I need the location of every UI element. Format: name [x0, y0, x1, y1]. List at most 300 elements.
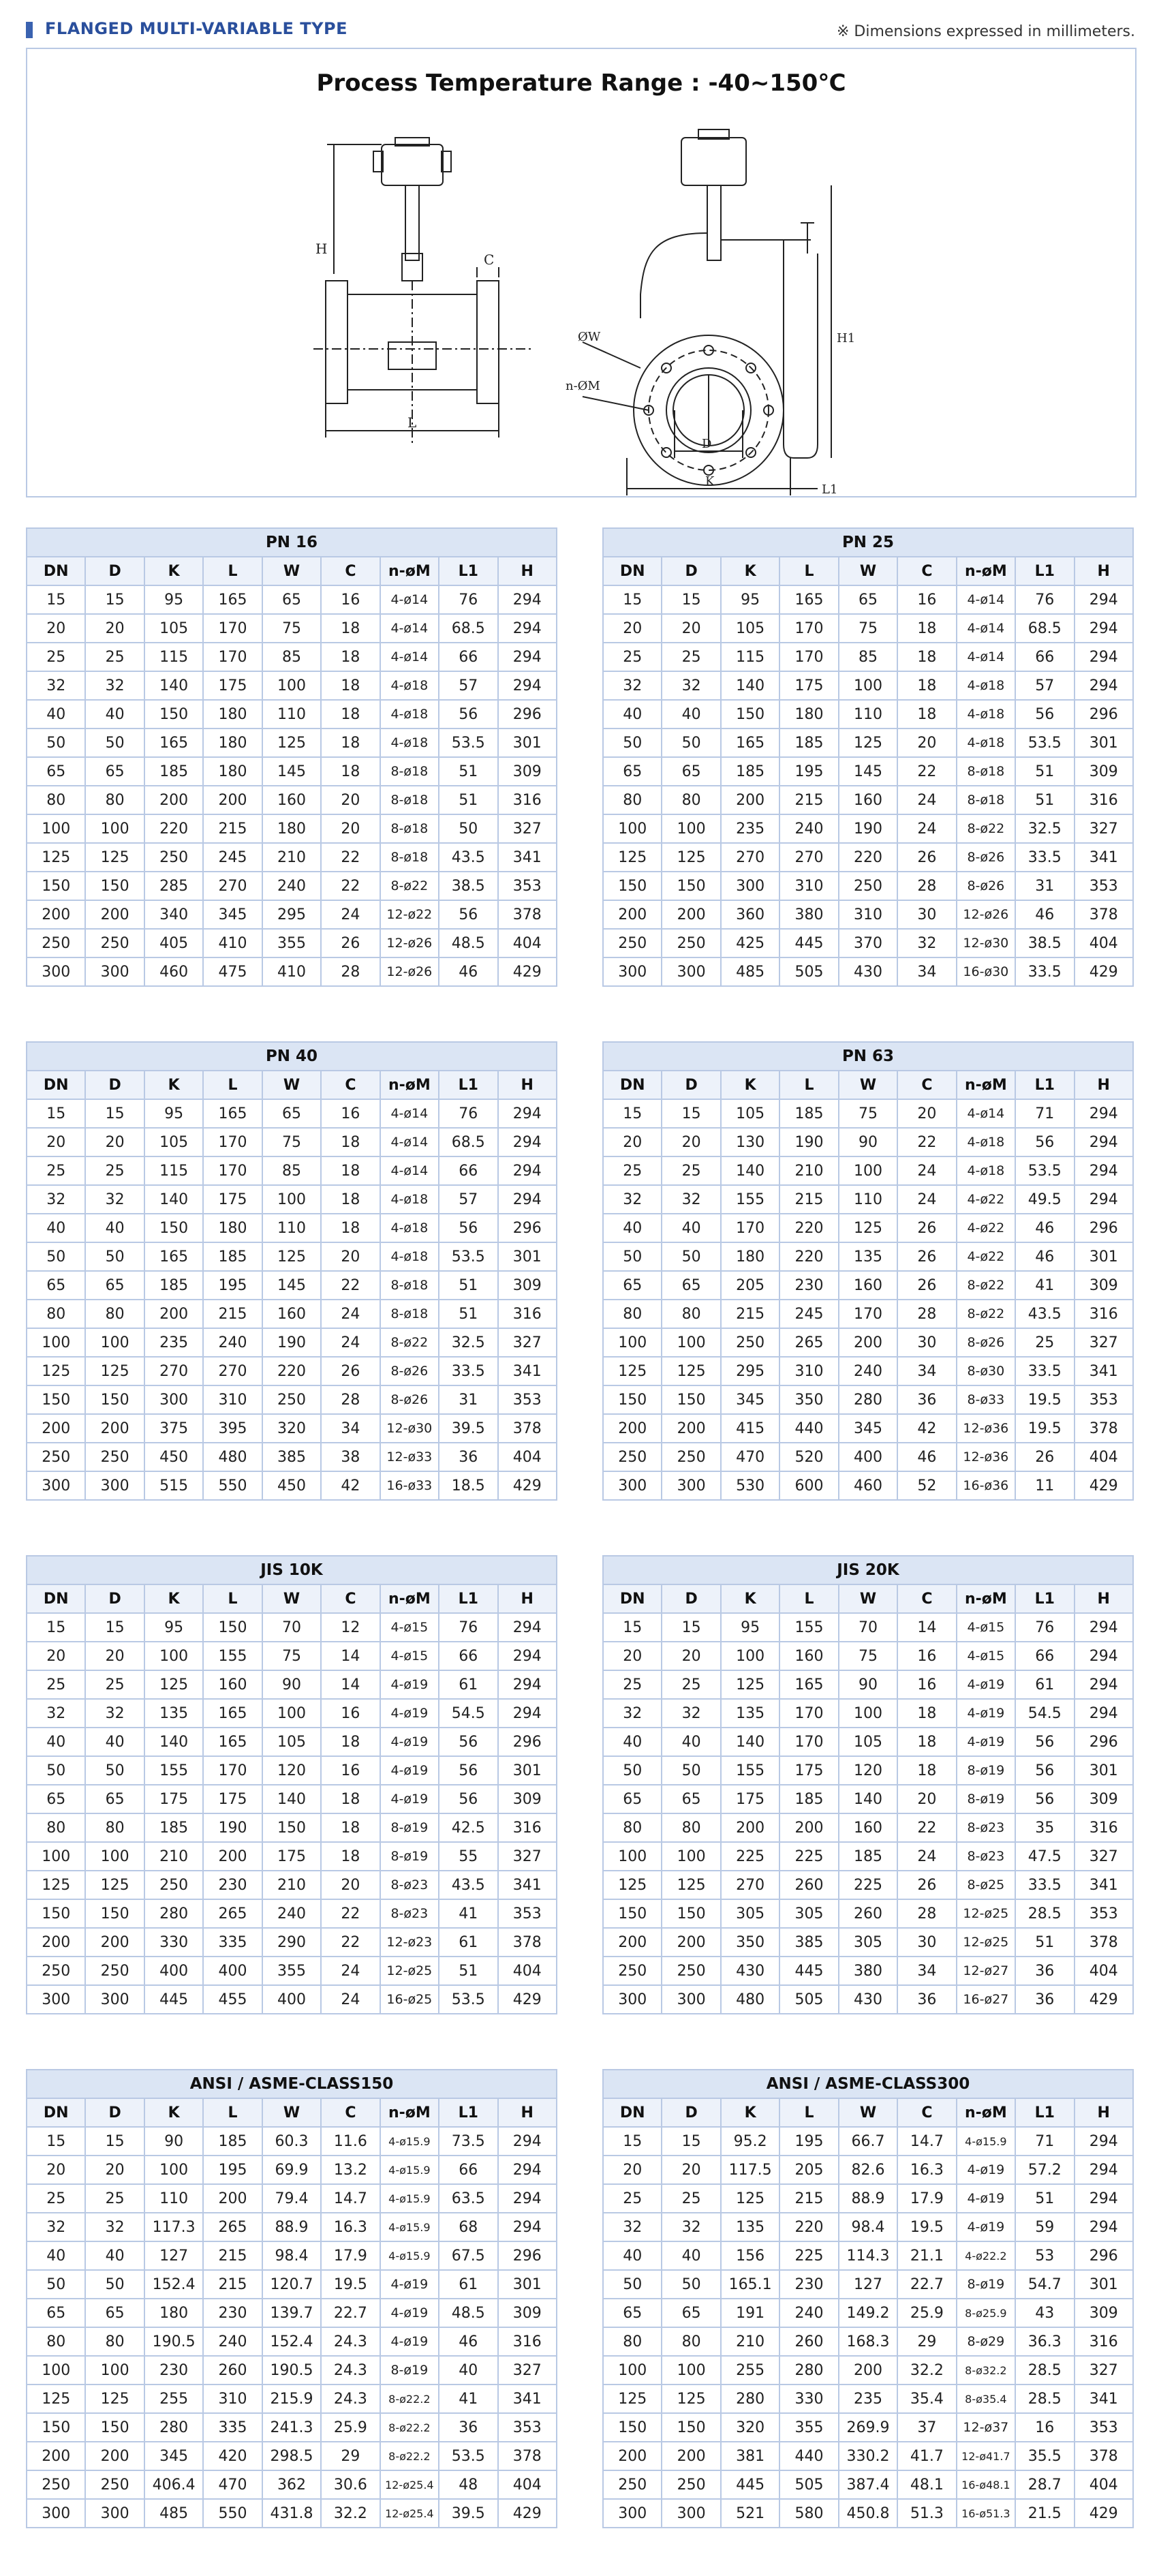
- table-cell: 12-ø30: [380, 1414, 439, 1443]
- table-cell: 26: [321, 1357, 380, 1385]
- table-cell: 240: [262, 872, 321, 900]
- table-cell: 150: [662, 872, 720, 900]
- column-header: L1: [1015, 2098, 1074, 2127]
- table-cell: 4-ø22: [957, 1214, 1015, 1242]
- table-row: [603, 1471, 1133, 1500]
- table-row: [603, 1871, 1133, 1899]
- column-header: D: [85, 2098, 144, 2127]
- table-cell: 32: [603, 1185, 662, 1214]
- table-cell: 28.5: [1015, 2385, 1074, 2413]
- table-cell: 200: [662, 1928, 720, 1957]
- table-cell: 28: [897, 872, 956, 900]
- column-header: D: [85, 557, 144, 585]
- table-cell: 170: [203, 614, 262, 643]
- table-cell: 150: [85, 872, 144, 900]
- table-cell: 12-ø36: [957, 1414, 1015, 1443]
- table-cell: 330.2: [839, 2442, 897, 2470]
- table-cell: 80: [603, 1300, 662, 1328]
- table-cell: 8-ø22.2: [380, 2385, 439, 2413]
- table-row: [603, 1985, 1133, 2014]
- table-cell: 200: [27, 2442, 85, 2470]
- table-cell: 215.9: [262, 2385, 321, 2413]
- table-cell: 215: [203, 2241, 262, 2270]
- table-cell: 75: [839, 614, 897, 643]
- table-cell: 40: [85, 700, 144, 729]
- table-cell: 353: [498, 872, 557, 900]
- table-row: [27, 1099, 557, 1128]
- table-cell: 205: [721, 1271, 779, 1300]
- table-cell: 85: [839, 643, 897, 671]
- table-cell: 300: [85, 1985, 144, 2014]
- table-cell: 20: [897, 729, 956, 757]
- table-cell: 8-ø23: [380, 1899, 439, 1928]
- table-cell: 429: [1075, 957, 1134, 986]
- table-cell: 18: [321, 1813, 380, 1842]
- table-cell: 65: [603, 757, 662, 786]
- table-cell: 300: [603, 2499, 662, 2528]
- table-cell: 8-ø33: [957, 1385, 1015, 1414]
- table-cell: 220: [779, 1214, 838, 1242]
- table-row: [27, 700, 557, 729]
- table-cell: 309: [498, 757, 557, 786]
- table-cell: 4-ø19: [957, 1699, 1015, 1728]
- table-cell: 230: [203, 2299, 262, 2327]
- table-cell: 170: [203, 1756, 262, 1785]
- table-row: [603, 1670, 1133, 1699]
- table-cell: 4-ø15.9: [380, 2213, 439, 2241]
- table-cell: 95: [144, 585, 203, 614]
- column-header: H: [1075, 2098, 1134, 2127]
- table-cell: 100: [662, 1328, 720, 1357]
- table-cell: 75: [839, 1099, 897, 1128]
- table-cell: 180: [203, 729, 262, 757]
- table-cell: 205: [779, 2156, 838, 2184]
- table-cell: 8-ø22.2: [380, 2413, 439, 2442]
- table-cell: 125: [662, 1871, 720, 1899]
- table-cell: 20: [321, 786, 380, 814]
- table-cell: 316: [498, 1813, 557, 1842]
- table-row: [27, 1728, 557, 1756]
- table-cell: 385: [262, 1443, 321, 1471]
- table-cell: 190: [262, 1328, 321, 1357]
- table-cell: 66: [1015, 1642, 1074, 1670]
- column-header: K: [721, 557, 779, 585]
- table-cell: 24: [897, 1842, 956, 1871]
- column-header: H: [498, 1584, 557, 1613]
- table-cell: 32: [603, 1699, 662, 1728]
- table-cell: 32: [85, 1185, 144, 1214]
- table-row: [27, 1871, 557, 1899]
- table-cell: 429: [498, 1985, 557, 2014]
- table-cell: 32: [27, 2213, 85, 2241]
- table-cell: 4-ø18: [380, 1214, 439, 1242]
- table-cell: 250: [662, 2470, 720, 2499]
- leader-W: [583, 342, 640, 368]
- table-cell: 18: [321, 614, 380, 643]
- table-cell: 4-ø22: [957, 1185, 1015, 1214]
- table-row: [27, 1471, 557, 1500]
- table-cell: 165.1: [721, 2270, 779, 2299]
- table-cell: 294: [498, 1099, 557, 1128]
- table-cell: 296: [1075, 1728, 1134, 1756]
- table-cell: 404: [498, 2470, 557, 2499]
- table-cell: 50: [85, 1242, 144, 1271]
- table-cell: 150: [85, 1385, 144, 1414]
- column-header: n-øM: [380, 557, 439, 585]
- table-cell: 100: [85, 1842, 144, 1871]
- table-cell: 15: [603, 1613, 662, 1642]
- table-cell: 170: [203, 1156, 262, 1185]
- table-title: PN 63: [603, 1042, 1133, 1071]
- table-row: [27, 2413, 557, 2442]
- table-cell: 95.2: [721, 2127, 779, 2156]
- table-row: [603, 614, 1133, 643]
- table-cell: 150: [85, 2413, 144, 2442]
- table-cell: 73.5: [439, 2127, 497, 2156]
- table-cell: 38: [321, 1443, 380, 1471]
- table-cell: 8-ø26: [957, 872, 1015, 900]
- table-cell: 316: [498, 786, 557, 814]
- table-cell: 341: [1075, 843, 1134, 872]
- table-cell: 16-ø27: [957, 1985, 1015, 2014]
- table-cell: 294: [498, 1185, 557, 1214]
- table-cell: 8-ø22: [957, 1300, 1015, 1328]
- table-cell: 53.5: [1015, 1156, 1074, 1185]
- table-title: PN 40: [27, 1042, 557, 1071]
- table-row: [27, 900, 557, 929]
- table-row: [603, 757, 1133, 786]
- table-cell: 345: [721, 1385, 779, 1414]
- table-cell: 200: [779, 1813, 838, 1842]
- table-cell: 80: [603, 2327, 662, 2356]
- table-cell: 76: [439, 1099, 497, 1128]
- table-cell: 50: [603, 729, 662, 757]
- table-cell: 155: [203, 1642, 262, 1670]
- table-cell: 4-ø19: [380, 1728, 439, 1756]
- table-cell: 425: [721, 929, 779, 957]
- table-cell: 170: [203, 1128, 262, 1156]
- table-cell: 355: [262, 929, 321, 957]
- table-cell: 12-ø26: [957, 900, 1015, 929]
- table-cell: 127: [839, 2270, 897, 2299]
- table-cell: 250: [144, 1871, 203, 1899]
- front-view: [566, 129, 855, 496]
- table-cell: 22: [321, 1928, 380, 1957]
- table-cell: 410: [262, 957, 321, 986]
- column-header: C: [897, 2098, 956, 2127]
- table-cell: 215: [721, 1300, 779, 1328]
- table-cell: 225: [839, 1871, 897, 1899]
- table-cell: 150: [144, 700, 203, 729]
- table-cell: 220: [262, 1357, 321, 1385]
- table-cell: 16-ø51.3: [957, 2499, 1015, 2528]
- table-cell: 21.1: [897, 2241, 956, 2270]
- table-cell: 53.5: [439, 2442, 497, 2470]
- table-cell: 125: [27, 843, 85, 872]
- table-cell: 4-ø14: [380, 614, 439, 643]
- table-cell: 480: [721, 1985, 779, 2014]
- table-row: [27, 1928, 557, 1957]
- table-cell: 42: [321, 1471, 380, 1500]
- table-cell: 175: [262, 1842, 321, 1871]
- table-cell: 8-ø26: [957, 843, 1015, 872]
- table-cell: 16-ø33: [380, 1471, 439, 1500]
- table-cell: 185: [144, 1813, 203, 1842]
- column-header: C: [897, 1071, 956, 1099]
- table-cell: 36: [1015, 1985, 1074, 2014]
- column-header: D: [662, 557, 720, 585]
- table-cell: 135: [721, 2213, 779, 2241]
- table-cell: 125: [27, 1357, 85, 1385]
- table-cell: 105: [144, 614, 203, 643]
- table-cell: 65: [27, 1785, 85, 1813]
- table-cell: 215: [779, 1185, 838, 1214]
- column-header: H: [1075, 1584, 1134, 1613]
- column-header: L: [779, 1071, 838, 1099]
- table-cell: 152.4: [262, 2327, 321, 2356]
- table-cell: 41: [439, 2385, 497, 2413]
- column-header: L1: [439, 557, 497, 585]
- table-cell: 18: [897, 643, 956, 671]
- table-cell: 415: [721, 1414, 779, 1443]
- table-cell: 320: [721, 2413, 779, 2442]
- table-cell: 41: [1015, 1271, 1074, 1300]
- table-cell: 125: [721, 1670, 779, 1699]
- column-header: n-øM: [380, 1584, 439, 1613]
- table-cell: 4-ø19: [957, 2213, 1015, 2241]
- table-row: [603, 2442, 1133, 2470]
- table-cell: 485: [144, 2499, 203, 2528]
- table-cell: 170: [779, 1699, 838, 1728]
- column-header: DN: [603, 2098, 662, 2127]
- table-cell: 15: [85, 1099, 144, 1128]
- table-cell: 56: [1015, 1785, 1074, 1813]
- table-cell: 195: [779, 757, 838, 786]
- table-cell: 20: [897, 1099, 956, 1128]
- header-accent-bar: [26, 22, 33, 38]
- table-cell: 8-ø32.2: [957, 2356, 1015, 2385]
- dimension-table: [26, 527, 557, 987]
- table-cell: 46: [1015, 900, 1074, 929]
- table-row: [603, 1756, 1133, 1785]
- table-cell: 404: [1075, 1443, 1134, 1471]
- table-cell: 12-ø26: [380, 957, 439, 986]
- table-cell: 34: [897, 957, 956, 986]
- table-cell: 4-ø19: [380, 1785, 439, 1813]
- table-row: [603, 957, 1133, 986]
- column-header: DN: [27, 1071, 85, 1099]
- table-cell: 51: [439, 1271, 497, 1300]
- table-cell: 180: [779, 700, 838, 729]
- table-cell: 15: [603, 2127, 662, 2156]
- table-cell: 296: [498, 1728, 557, 1756]
- table-cell: 25: [662, 1670, 720, 1699]
- table-cell: 150: [85, 1899, 144, 1928]
- table-cell: 18: [897, 1728, 956, 1756]
- table-cell: 185: [779, 729, 838, 757]
- table-row: [27, 872, 557, 900]
- table-cell: 65: [662, 2299, 720, 2327]
- table-cell: 600: [779, 1471, 838, 1500]
- table-cell: 20: [27, 614, 85, 643]
- table-cell: 8-ø26: [957, 1328, 1015, 1357]
- table-cell: 80: [27, 786, 85, 814]
- table-cell: 36: [439, 1443, 497, 1471]
- table-row: [603, 1842, 1133, 1871]
- table-cell: 24: [321, 1957, 380, 1985]
- table-cell: 190.5: [262, 2356, 321, 2385]
- table-cell: 310: [779, 872, 838, 900]
- table-cell: 38.5: [1015, 929, 1074, 957]
- column-header: C: [321, 557, 380, 585]
- table-cell: 115: [144, 643, 203, 671]
- table-cell: 300: [662, 1985, 720, 2014]
- table-cell: 15: [662, 2127, 720, 2156]
- table-cell: 404: [1075, 929, 1134, 957]
- table-cell: 65: [27, 757, 85, 786]
- table-cell: 387.4: [839, 2470, 897, 2499]
- table-cell: 14: [897, 1613, 956, 1642]
- table-row: [27, 729, 557, 757]
- table-cell: 53.5: [1015, 729, 1074, 757]
- table-row: [603, 2127, 1133, 2156]
- table-cell: 16-ø36: [957, 1471, 1015, 1500]
- table-cell: 4-ø14: [380, 1156, 439, 1185]
- table-cell: 26: [1015, 1443, 1074, 1471]
- table-cell: 378: [498, 1414, 557, 1443]
- table-cell: 68.5: [439, 614, 497, 643]
- table-cell: 378: [1075, 900, 1134, 929]
- table-cell: 4-ø18: [380, 700, 439, 729]
- table-cell: 405: [144, 929, 203, 957]
- table-cell: 71: [1015, 1099, 1074, 1128]
- table-cell: 316: [1075, 1300, 1134, 1328]
- label-K: K: [705, 474, 715, 489]
- table-cell: 32: [603, 671, 662, 700]
- table-cell: 220: [144, 814, 203, 843]
- table-cell: 11.6: [321, 2127, 380, 2156]
- table-cell: 140: [721, 1156, 779, 1185]
- table-cell: 68: [439, 2213, 497, 2241]
- table-row: [27, 1156, 557, 1185]
- table-cell: 294: [498, 2213, 557, 2241]
- table-cell: 305: [839, 1928, 897, 1957]
- table-cell: 51: [1015, 1928, 1074, 1957]
- table-row: [603, 1785, 1133, 1813]
- table-row: [603, 2241, 1133, 2270]
- table-cell: 180: [144, 2299, 203, 2327]
- table-cell: 185: [144, 1271, 203, 1300]
- table-cell: 95: [721, 1613, 779, 1642]
- table-cell: 25: [85, 1670, 144, 1699]
- table-row: [27, 814, 557, 843]
- table-cell: 40: [603, 1214, 662, 1242]
- table-cell: 225: [779, 1842, 838, 1871]
- table-cell: 210: [262, 843, 321, 872]
- table-cell: 30: [897, 1928, 956, 1957]
- table-cell: 8-ø18: [957, 786, 1015, 814]
- table-row: [27, 2299, 557, 2327]
- table-row: [603, 872, 1133, 900]
- table-cell: 460: [839, 1471, 897, 1500]
- table-cell: 250: [27, 1443, 85, 1471]
- table-cell: 51: [1015, 2184, 1074, 2213]
- table-cell: 125: [85, 843, 144, 872]
- table-row: [603, 2270, 1133, 2299]
- table-cell: 295: [721, 1357, 779, 1385]
- table-cell: 180: [203, 1214, 262, 1242]
- table-cell: 140: [144, 1728, 203, 1756]
- label-H: H: [315, 241, 328, 257]
- table-title: ANSI / ASME-CLASS300: [603, 2070, 1133, 2098]
- table-cell: 100: [27, 2356, 85, 2385]
- table-cell: 220: [839, 843, 897, 872]
- table-row: [27, 1357, 557, 1385]
- table-cell: 345: [203, 900, 262, 929]
- table-cell: 4-ø15: [957, 1613, 1015, 1642]
- table-cell: 80: [662, 1813, 720, 1842]
- table-cell: 16-ø25: [380, 1985, 439, 2014]
- table-row: [603, 2356, 1133, 2385]
- table-cell: 18: [897, 1699, 956, 1728]
- table-cell: 316: [498, 1300, 557, 1328]
- column-header: L1: [1015, 1071, 1074, 1099]
- dimension-table: [26, 1041, 557, 1501]
- table-cell: 530: [721, 1471, 779, 1500]
- table-cell: 24: [897, 814, 956, 843]
- table-cell: 25: [27, 2184, 85, 2213]
- table-cell: 38.5: [439, 872, 497, 900]
- column-header: L: [779, 2098, 838, 2127]
- table-cell: 40: [603, 1728, 662, 1756]
- table-cell: 56: [1015, 700, 1074, 729]
- table-cell: 15: [27, 585, 85, 614]
- table-cell: 160: [839, 786, 897, 814]
- table-cell: 56: [1015, 1728, 1074, 1756]
- table-cell: 20: [662, 2156, 720, 2184]
- table-cell: 15: [603, 585, 662, 614]
- table-cell: 33.5: [1015, 843, 1074, 872]
- table-cell: 200: [662, 900, 720, 929]
- table-cell: 8-ø18: [380, 1300, 439, 1328]
- table-cell: 378: [498, 1928, 557, 1957]
- table-row: [27, 2127, 557, 2156]
- table-row: [603, 2156, 1133, 2184]
- table-cell: 296: [498, 700, 557, 729]
- table-cell: 195: [779, 2127, 838, 2156]
- table-cell: 22: [897, 1128, 956, 1156]
- table-cell: 100: [85, 814, 144, 843]
- table-cell: 294: [1075, 585, 1134, 614]
- table-cell: 85: [262, 1156, 321, 1185]
- table-cell: 150: [662, 1385, 720, 1414]
- table-cell: 65: [85, 757, 144, 786]
- table-cell: 378: [1075, 2442, 1134, 2470]
- table-cell: 4-ø15.9: [380, 2184, 439, 2213]
- table-cell: 300: [85, 957, 144, 986]
- table-cell: 12: [321, 1613, 380, 1642]
- table-cell: 210: [144, 1842, 203, 1871]
- table-cell: 150: [603, 872, 662, 900]
- table-cell: 12-ø25: [957, 1899, 1015, 1928]
- table-row: [27, 2327, 557, 2356]
- table-row: [603, 643, 1133, 671]
- table-cell: 90: [839, 1128, 897, 1156]
- column-header: L: [203, 2098, 262, 2127]
- table-title: JIS 10K: [27, 1556, 557, 1584]
- column-header: DN: [603, 557, 662, 585]
- table-cell: 240: [779, 2299, 838, 2327]
